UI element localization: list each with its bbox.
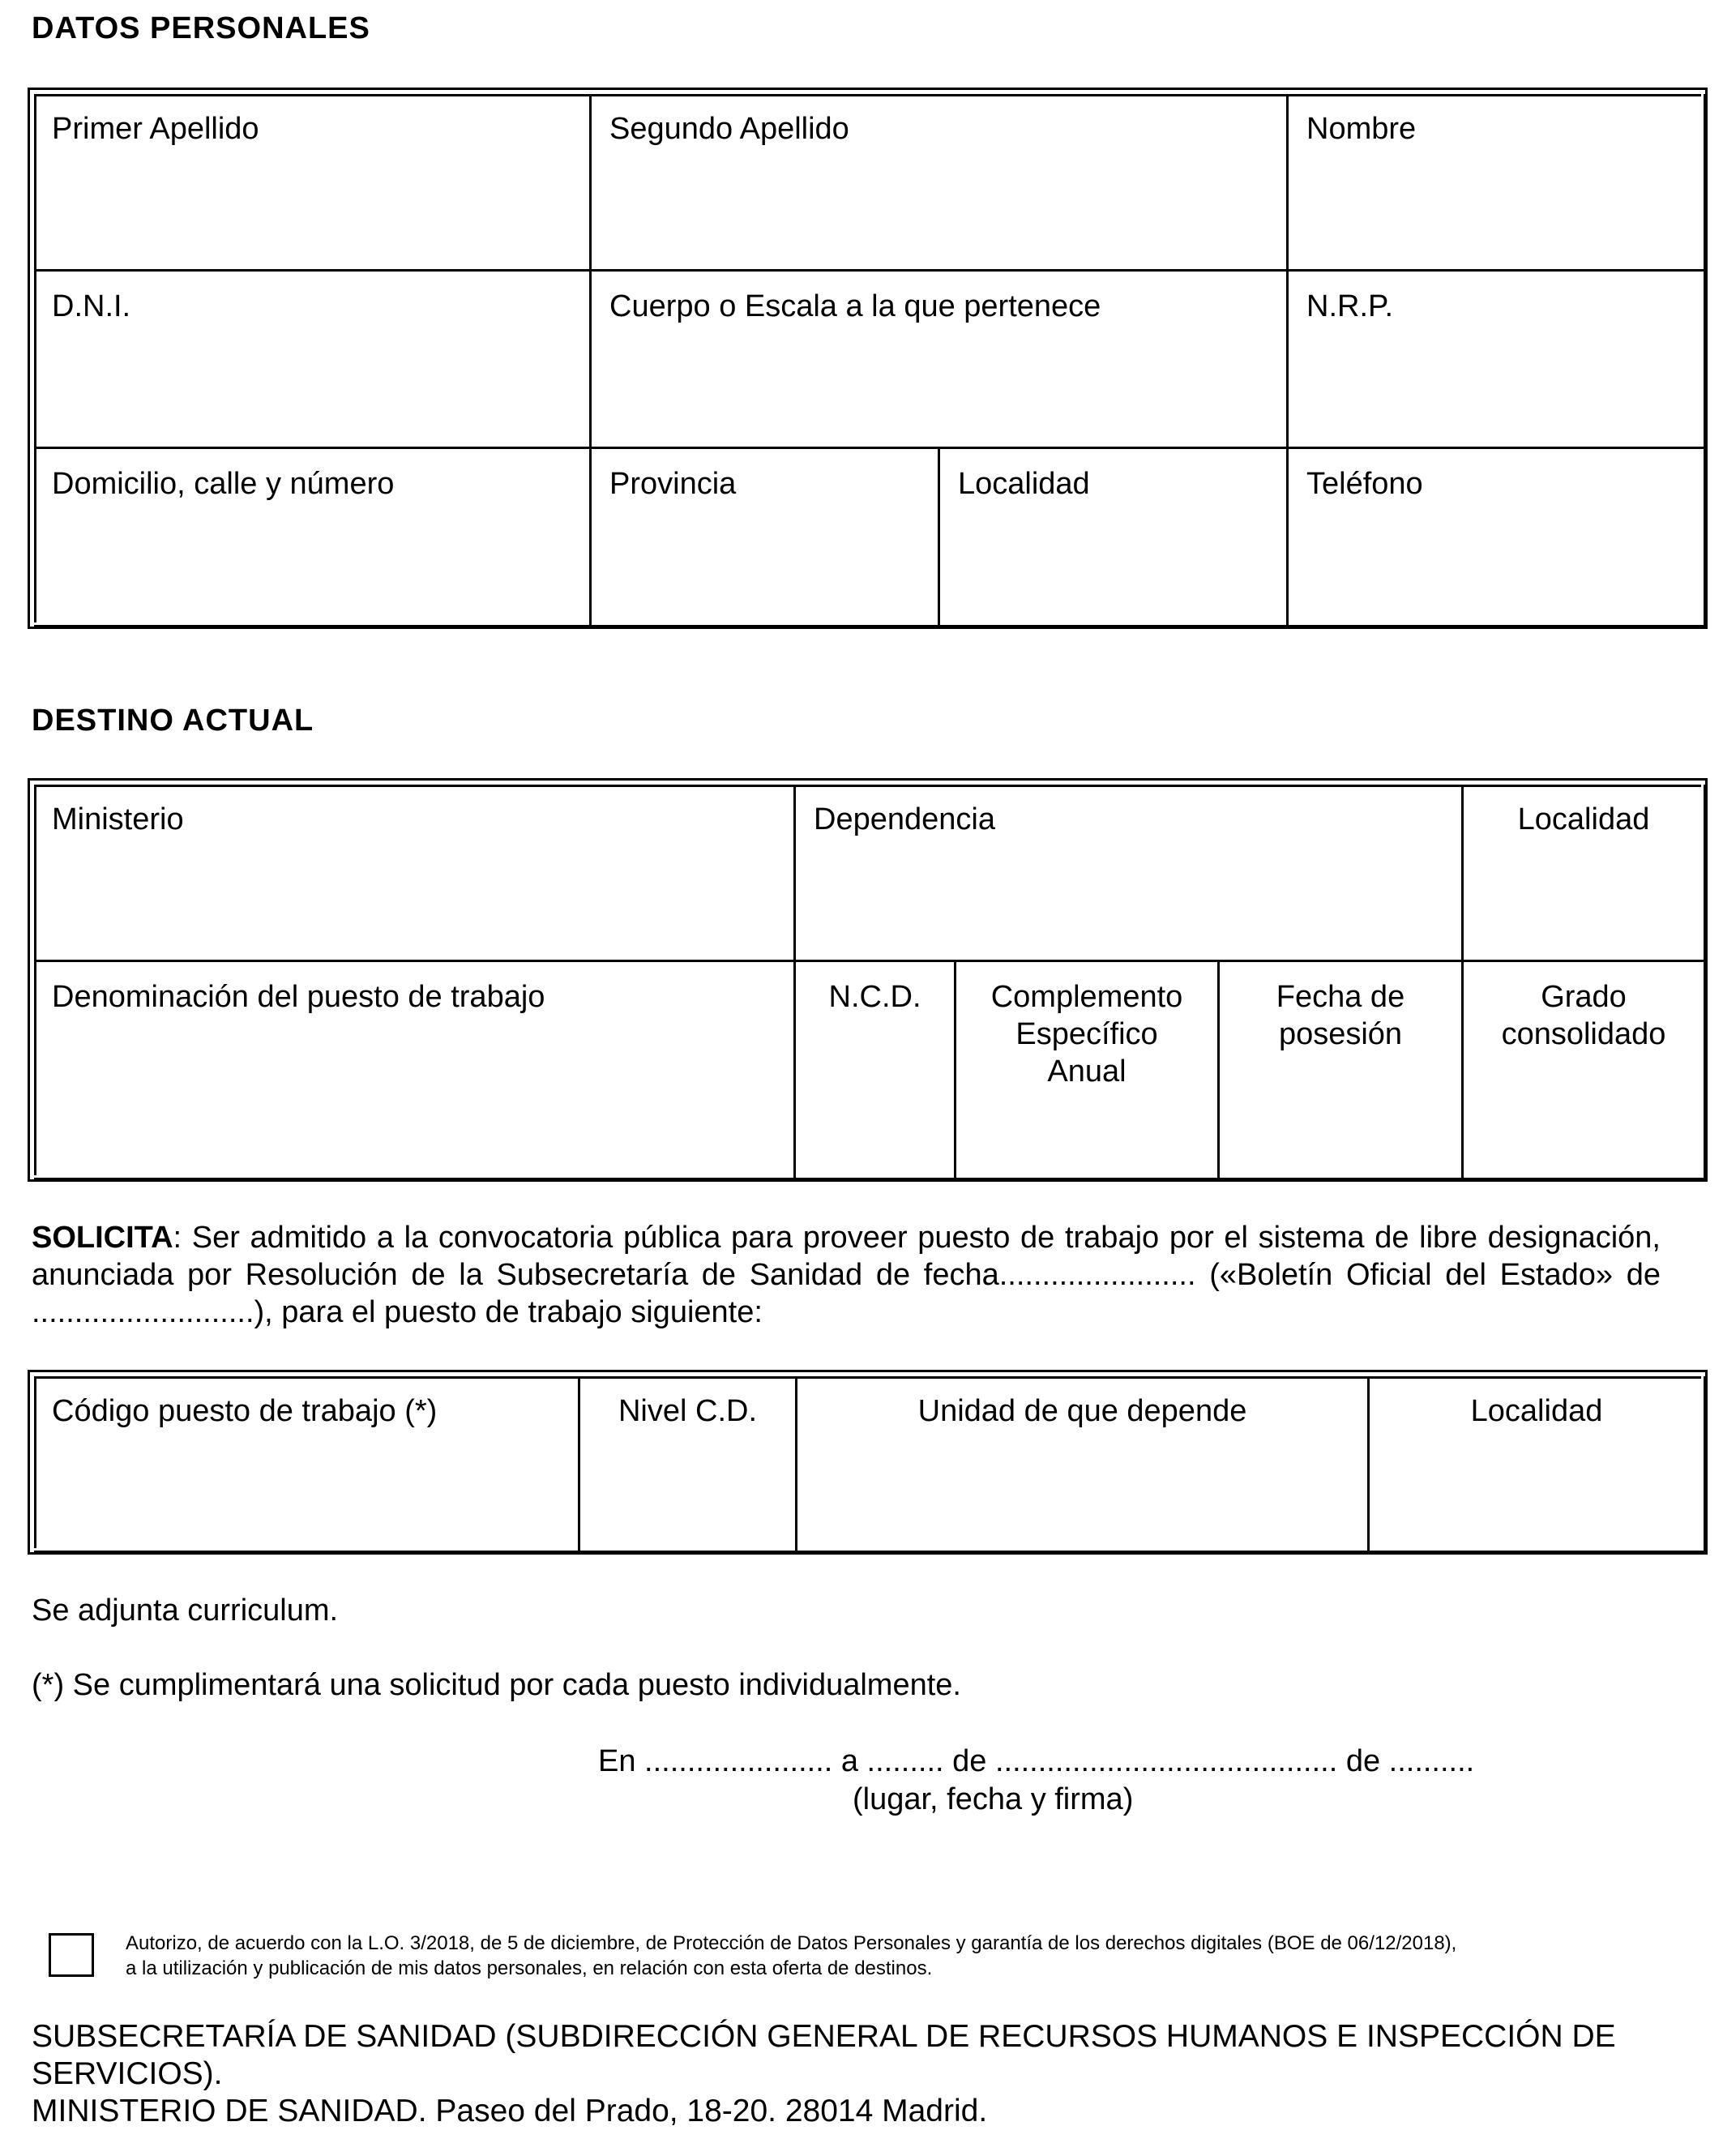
field-dni[interactable]: D.N.I. [34, 272, 592, 449]
field-provincia[interactable]: Provincia [592, 449, 940, 627]
consent-text-line2: a la utilización y publicación de mis datos personales, en relación con esta oferta de destinos. [126, 1957, 933, 1979]
solicita-paragraph [32, 1219, 1661, 1331]
consent-text-line1: Autorizo, de acuerdo con la L.O. 3/2018, de 5 de diciembre, de Protección de Datos Personales y garantía de los derechos digitales (BOE de 06/12/2018), [126, 1932, 1457, 1954]
field-denominacion-puesto[interactable]: Denominación del puesto de trabajo [34, 962, 796, 1180]
note-curriculum: Se adjunta curriculum. [32, 1593, 339, 1628]
note-asterisk: (*) Se cumplimentará una solicitud por cada puesto individualmente. [32, 1668, 961, 1702]
field-fecha-posesion[interactable]: Fecha de posesión [1220, 962, 1464, 1180]
footer-subsecretaria: SUBSECRETARÍA DE SANIDAD (SUBDIRECCIÓN GENERAL DE RECURSOS HUMANOS E INSPECCIÓN DE SERVICIOS). [32, 2019, 1616, 2091]
solicita-label: SOLICITA [32, 1221, 173, 1255]
signature-caption: (lugar, fecha y firma) [853, 1782, 1134, 1816]
field-grado-consolidado[interactable]: Grado consolidado [1464, 962, 1706, 1180]
field-codigo-puesto[interactable]: Código puesto de trabajo (*) [34, 1376, 580, 1553]
solicita-text: : Ser admitido a la convocatoria pública para proveer puesto de trabajo por el sistema de libre designación, anunciada por Resolución de la Subsecretaría de Sanidad de fecha....................... («Boletín Oficial del Estado» de ..........................), para el puesto de trabajo siguiente: [32, 1221, 1661, 1329]
puesto-solicitado-table [28, 1370, 1708, 1555]
footer-ministerio: MINISTERIO DE SANIDAD. Paseo del Prado, 18-20. 28014 Madrid. [32, 2094, 988, 2128]
section-title-destino-actual: DESTINO ACTUAL [32, 704, 314, 738]
destino-actual-table [28, 778, 1708, 1182]
field-nombre[interactable]: Nombre [1289, 94, 1706, 272]
field-nrp[interactable]: N.R.P. [1289, 272, 1706, 449]
field-localidad-puesto[interactable]: Localidad [1370, 1376, 1706, 1553]
consent-checkbox[interactable] [49, 1933, 94, 1977]
field-segundo-apellido[interactable]: Segundo Apellido [592, 94, 1289, 272]
field-domicilio[interactable]: Domicilio, calle y número [34, 449, 592, 627]
field-cuerpo-escala[interactable]: Cuerpo o Escala a la que pertenece [592, 272, 1289, 449]
field-unidad-depende[interactable]: Unidad de que depende [797, 1376, 1370, 1553]
field-ministerio[interactable]: Ministerio [34, 785, 796, 962]
datos-personales-table [28, 88, 1708, 629]
field-ncd[interactable]: N.C.D. [796, 962, 956, 1180]
field-nivel-cd[interactable]: Nivel C.D. [580, 1376, 797, 1553]
field-dependencia[interactable]: Dependencia [796, 785, 1464, 962]
field-telefono[interactable]: Teléfono [1289, 449, 1706, 627]
signature-line: En ...................... a ......... de ........................................ de .......... [598, 1744, 1475, 1778]
field-localidad-destino[interactable]: Localidad [1464, 785, 1706, 962]
field-complemento-especifico[interactable]: Complemento Específico Anual [956, 962, 1220, 1180]
field-localidad[interactable]: Localidad [940, 449, 1289, 627]
field-primer-apellido[interactable]: Primer Apellido [34, 94, 592, 272]
section-title-datos-personales: DATOS PERSONALES [32, 11, 370, 45]
